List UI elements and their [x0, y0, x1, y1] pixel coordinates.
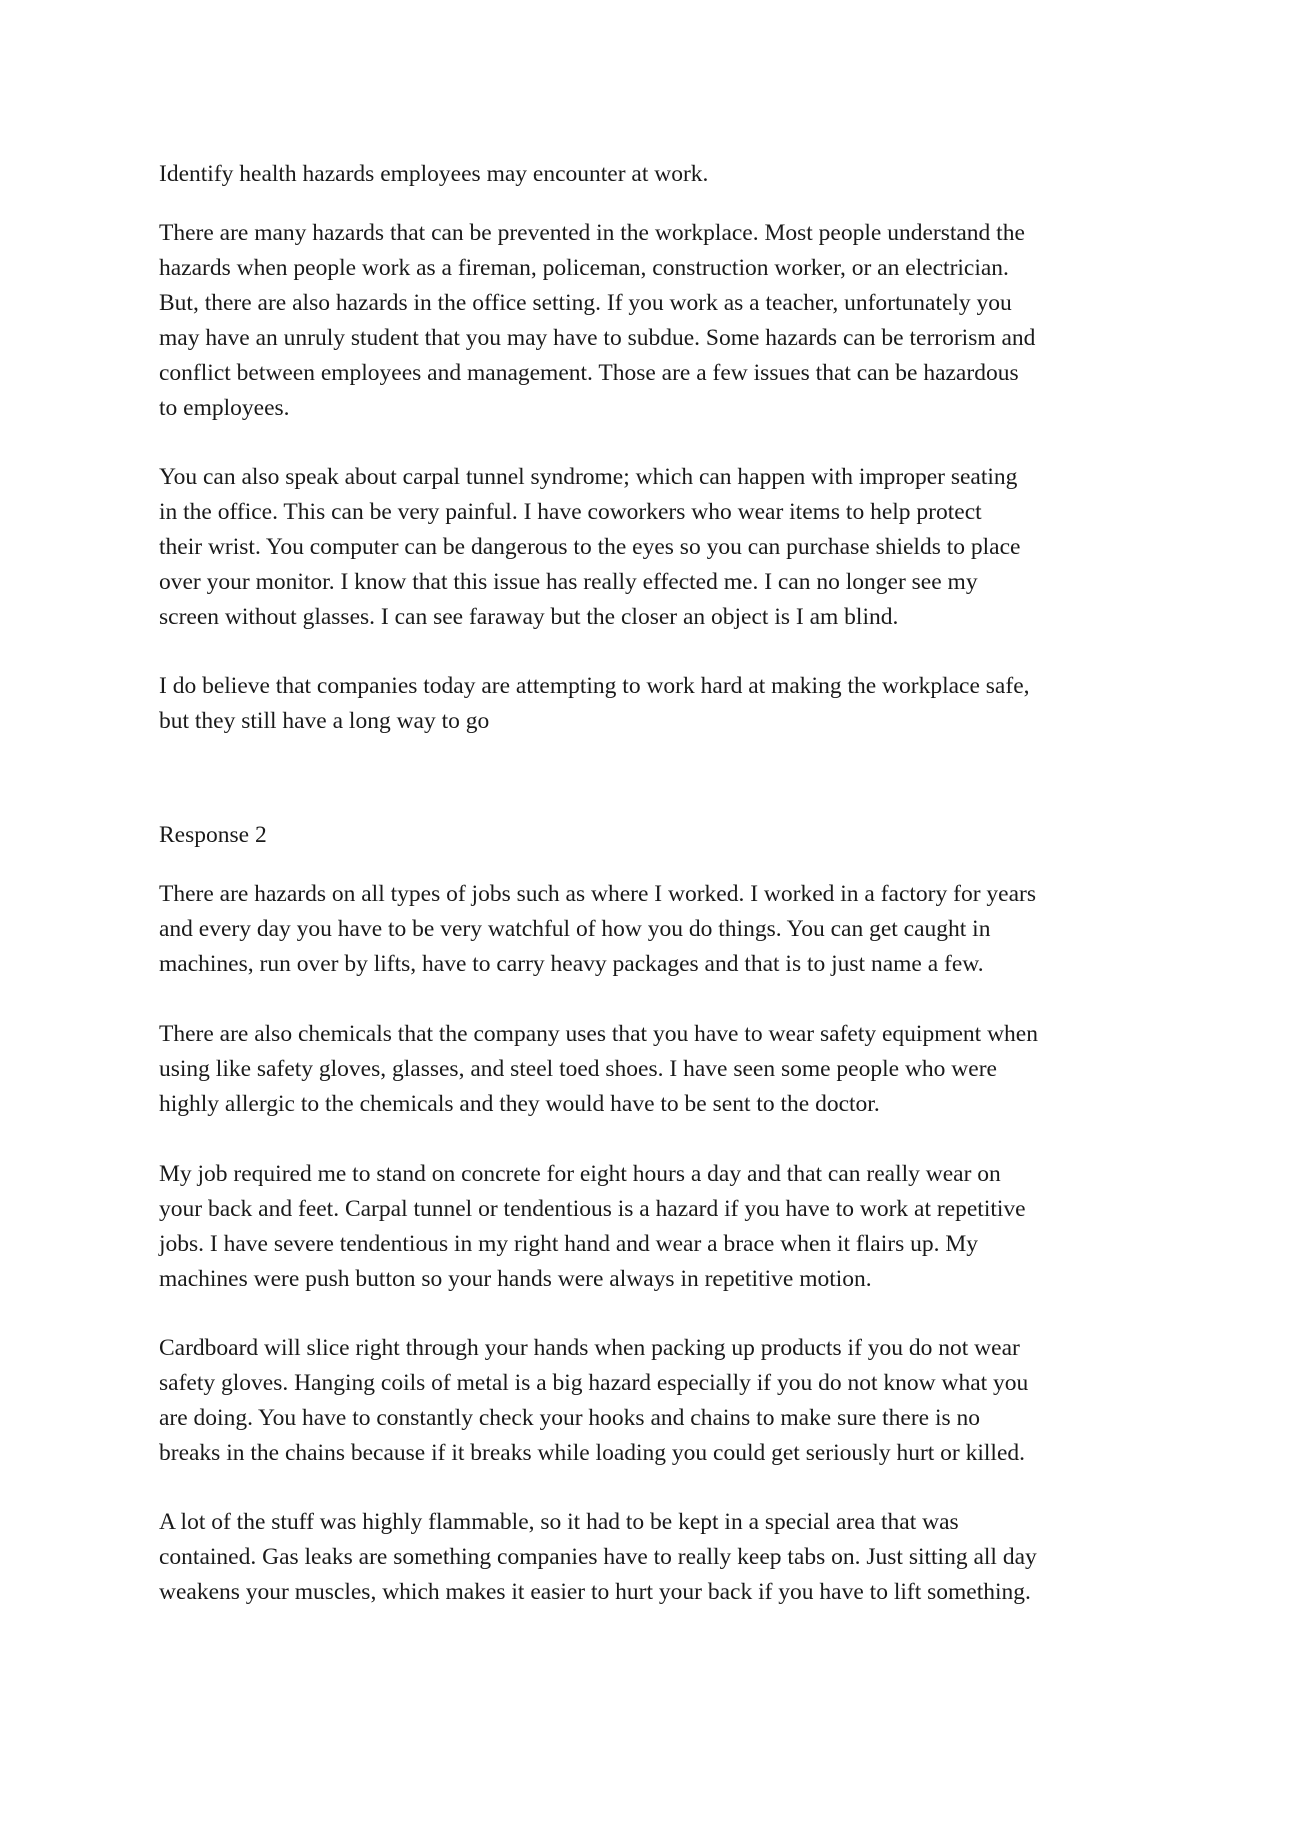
response-2-heading: Response 2 — [159, 822, 267, 848]
text-line: over your monitor. I know that this issue has really effected me. I can no longer see my — [159, 569, 978, 595]
paragraph-2-3 — [159, 1157, 1159, 1297]
text-line: machines were push button so your hands were always in repetitive motion. — [159, 1266, 872, 1292]
text-line: conflict between employees and management. Those are a few issues that can be hazardous — [159, 360, 1019, 386]
paragraph-1-2 — [159, 460, 1159, 635]
paragraph-2-5 — [159, 1505, 1159, 1610]
paragraph-1-1 — [159, 216, 1159, 426]
text-line: There are many hazards that can be prevented in the workplace. Most people understand the — [159, 220, 1025, 246]
paragraph-2-1 — [159, 877, 1159, 982]
text-line: contained. Gas leaks are something companies have to really keep tabs on. Just sitting all day — [159, 1544, 1037, 1570]
text-line: using like safety gloves, glasses, and steel toed shoes. I have seen some people who were — [159, 1056, 997, 1082]
text-line: screen without glasses. I can see faraway but the closer an object is I am blind. — [159, 604, 899, 630]
text-line: machines, run over by lifts, have to carry heavy packages and that is to just name a few. — [159, 951, 984, 977]
text-line: are doing. You have to constantly check your hooks and chains to make sure there is no — [159, 1405, 981, 1431]
text-line: and every day you have to be very watchful of how you do things. You can get caught in — [159, 916, 991, 942]
text-line: I do believe that companies today are attempting to work hard at making the workplace safe, — [159, 673, 1030, 699]
text-line: A lot of the stuff was highly flammable, so it had to be kept in a special area that was — [159, 1509, 959, 1535]
text-line: hazards when people work as a fireman, policeman, construction worker, or an electrician. — [159, 255, 1009, 281]
text-line: breaks in the chains because if it breaks while loading you could get seriously hurt or killed. — [159, 1440, 1026, 1466]
text-line: You can also speak about carpal tunnel syndrome; which can happen with improper seating — [159, 464, 1018, 490]
text-line: But, there are also hazards in the office setting. If you work as a teacher, unfortunately you — [159, 290, 1012, 316]
text-line: may have an unruly student that you may have to subdue. Some hazards can be terrorism and — [159, 325, 1036, 351]
paragraph-1-3 — [159, 669, 1159, 739]
text-line: My job required me to stand on concrete for eight hours a day and that can really wear on — [159, 1161, 1001, 1187]
text-line: highly allergic to the chemicals and they would have to be sent to the doctor. — [159, 1091, 880, 1117]
text-line: safety gloves. Hanging coils of metal is a big hazard especially if you do not know what you — [159, 1370, 1029, 1396]
text-line: your back and feet. Carpal tunnel or tendentious is a hazard if you have to work at repetitive — [159, 1196, 1026, 1222]
text-line: There are also chemicals that the company uses that you have to wear safety equipment when — [159, 1021, 1038, 1047]
text-line: jobs. I have severe tendentious in my right hand and wear a brace when it flairs up. My — [159, 1231, 978, 1257]
text-line: weakens your muscles, which makes it easier to hurt your back if you have to lift something. — [159, 1579, 1031, 1605]
text-line: Cardboard will slice right through your hands when packing up products if you do not wear — [159, 1335, 1020, 1361]
text-line: their wrist. You computer can be dangerous to the eyes so you can purchase shields to place — [159, 534, 1021, 560]
paragraph-2-4 — [159, 1331, 1159, 1471]
text-line: There are hazards on all types of jobs such as where I worked. I worked in a factory for years — [159, 881, 1036, 907]
text-line: in the office. This can be very painful. I have coworkers who wear items to help protect — [159, 499, 982, 525]
document-title: Identify health hazards employees may encounter at work. — [159, 161, 709, 187]
text-line: but they still have a long way to go — [159, 708, 490, 734]
text-line: to employees. — [159, 395, 290, 421]
paragraph-2-2 — [159, 1017, 1159, 1122]
